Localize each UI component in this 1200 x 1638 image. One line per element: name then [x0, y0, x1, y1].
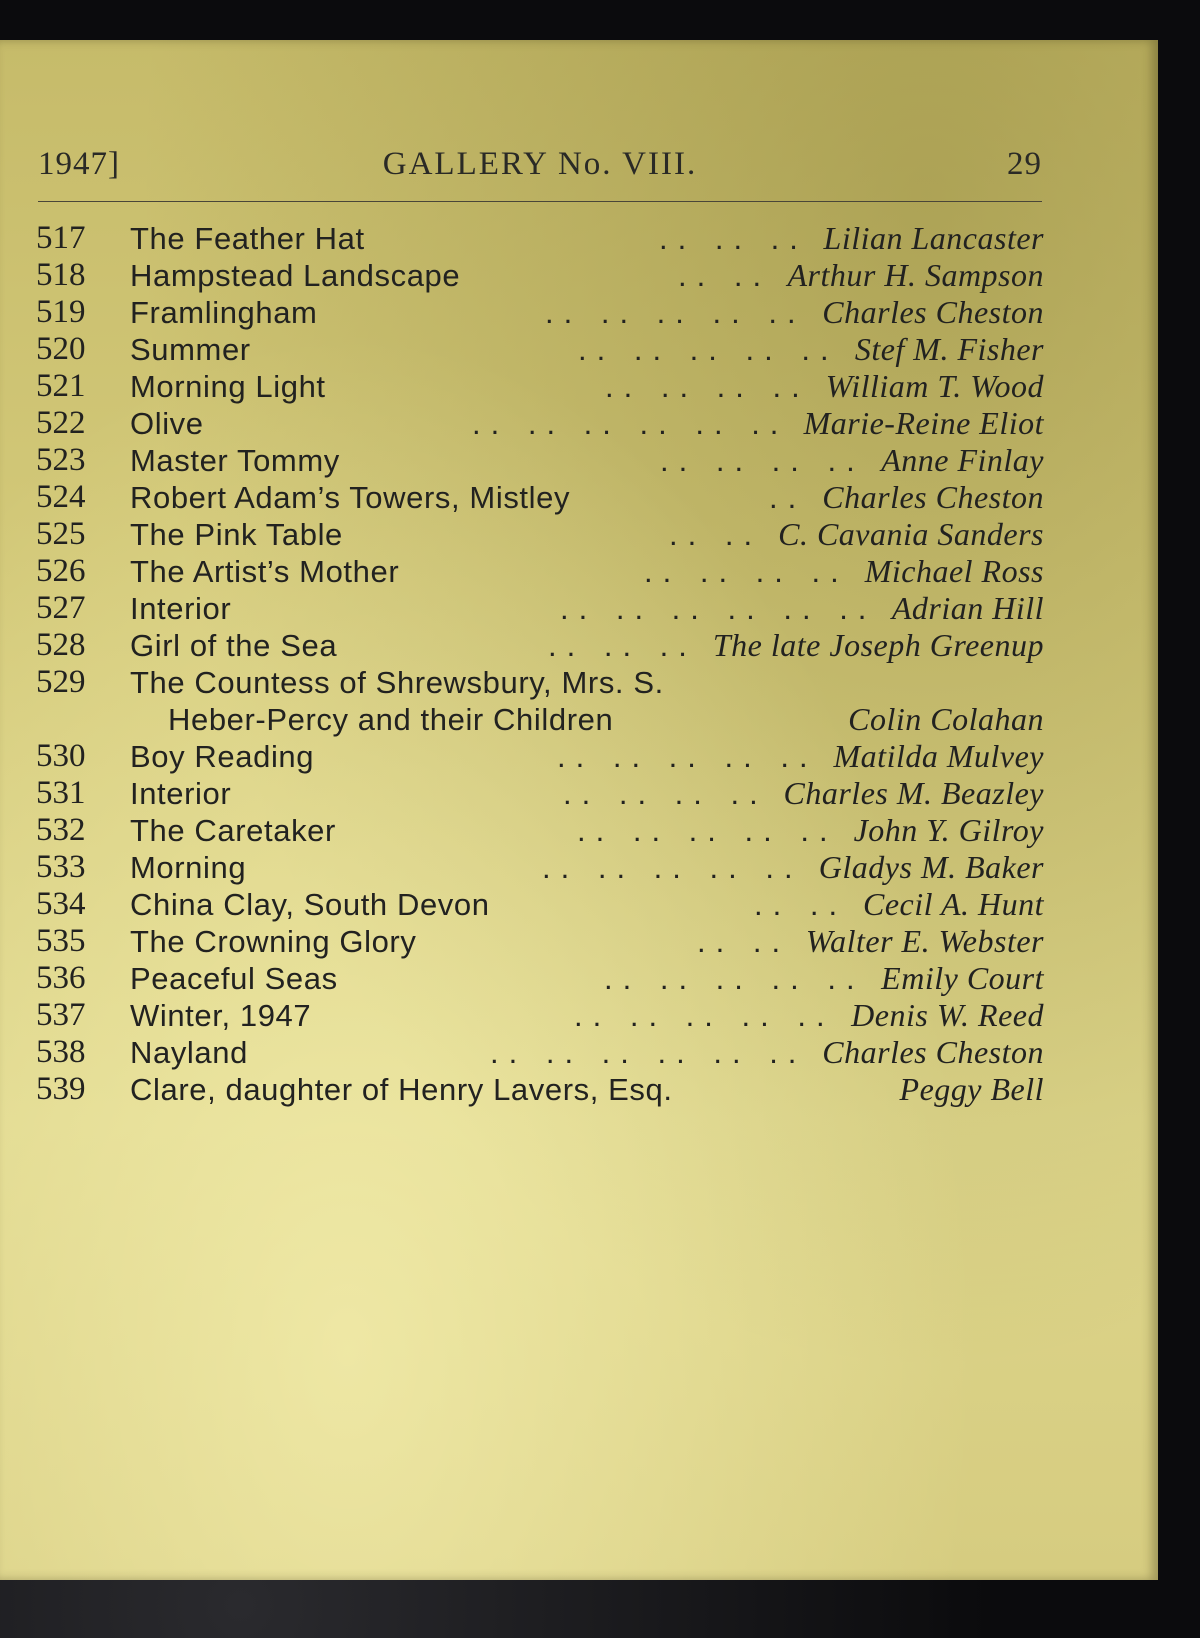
- entry-artist: John Y. Gilroy: [853, 812, 1044, 848]
- entry-number: 526: [36, 553, 86, 589]
- catalogue-entry: [36, 960, 1046, 997]
- entry-title: Nayland: [130, 1035, 248, 1070]
- catalogue-entry: [36, 812, 1046, 849]
- catalogue-entry: [36, 1034, 1046, 1071]
- entry-number: 528: [36, 627, 86, 663]
- entry-number: 533: [36, 849, 86, 885]
- entry-number: 537: [36, 997, 86, 1033]
- catalogue-entry: [36, 331, 1046, 368]
- dot-leader: .. .. .. .. ..: [574, 998, 835, 1033]
- entry-artist: Charles Cheston: [822, 294, 1044, 330]
- entry-artist: Lilian Lancaster: [823, 220, 1044, 256]
- entry-title: The Artist’s Mother: [130, 554, 400, 589]
- gallery-title: GALLERY No. VIII.: [382, 146, 698, 182]
- catalogue-entry: [36, 479, 1046, 516]
- entry-artist: Gladys M. Baker: [818, 849, 1044, 885]
- entry-artist: Charles Cheston: [822, 479, 1044, 515]
- entry-number: 517: [36, 220, 86, 256]
- entry-artist: Cecil A. Hunt: [863, 886, 1044, 922]
- dot-leader: .. .. .. .. ..: [604, 961, 865, 996]
- entry-title: Clare, daughter of Henry Lavers, Esq.: [130, 1072, 673, 1107]
- entry-number: 525: [36, 516, 86, 552]
- catalogue-entry: [36, 516, 1046, 553]
- dot-leader: .. .. .. .. ..: [577, 813, 838, 848]
- entry-artist: Anne Finlay: [881, 442, 1044, 478]
- entry-artist: Arthur H. Sampson: [787, 257, 1044, 293]
- entry-title: Boy Reading: [130, 739, 315, 774]
- entry-number: 530: [36, 738, 86, 774]
- entry-title: Robert Adam’s Towers, Mistley: [130, 480, 571, 515]
- entry-title: Winter, 1947: [130, 998, 312, 1033]
- entry-number: 523: [36, 442, 86, 478]
- entry-number: 522: [36, 405, 86, 441]
- dot-leader: ..: [769, 480, 807, 515]
- entry-title: The Feather Hat: [130, 221, 365, 256]
- entry-artist: Peggy Bell: [899, 1071, 1044, 1107]
- catalogue-entry: [36, 405, 1046, 442]
- catalogue-entry: [36, 590, 1046, 627]
- dot-leader: .. .. .. .. ..: [545, 295, 806, 330]
- entry-number: 531: [36, 775, 86, 811]
- entry-artist: Charles Cheston: [822, 1034, 1044, 1070]
- dot-leader: .. .. .. .. ..: [542, 850, 803, 885]
- running-header: [38, 146, 1042, 192]
- entry-number: 520: [36, 331, 86, 367]
- entry-number: 534: [36, 886, 86, 922]
- entry-number: 529: [36, 664, 86, 700]
- entry-artist: Matilda Mulvey: [833, 738, 1044, 774]
- dot-leader: .. ..: [678, 258, 772, 293]
- dot-leader: .. ..: [754, 887, 848, 922]
- catalogue-entry: [36, 220, 1046, 257]
- entry-title: Master Tommy: [130, 443, 340, 478]
- entry-artist: The late Joseph Greenup: [712, 627, 1044, 663]
- catalogue-entry: [36, 1071, 1046, 1108]
- entry-artist: Charles M. Beazley: [783, 775, 1044, 811]
- entry-number: 519: [36, 294, 86, 330]
- entry-artist: William T. Wood: [825, 368, 1044, 404]
- dot-leader: .. ..: [669, 517, 763, 552]
- entry-title: Hampstead Landscape: [130, 258, 461, 293]
- entry-title: The Pink Table: [130, 517, 343, 552]
- entry-artist: Stef M. Fisher: [854, 331, 1044, 367]
- dot-leader: .. .. .. ..: [644, 554, 849, 589]
- entry-number: 538: [36, 1034, 86, 1070]
- catalogue-entry: [36, 368, 1046, 405]
- catalogue-entry: [36, 886, 1046, 923]
- entry-title-continued: Heber-Percy and their Children: [168, 702, 614, 737]
- entry-title: Interior: [130, 776, 232, 811]
- catalogue-entry: [36, 664, 1046, 738]
- dot-leader: .. ..: [697, 924, 791, 959]
- entry-title: Framlingham: [130, 295, 318, 330]
- dot-leader: .. .. ..: [548, 628, 697, 663]
- entry-number: 532: [36, 812, 86, 848]
- catalogue-entry: [36, 923, 1046, 960]
- dot-leader: .. .. .. ..: [563, 776, 768, 811]
- entry-number: 527: [36, 590, 86, 626]
- catalogue-entry: [36, 627, 1046, 664]
- entry-artist: Walter E. Webster: [805, 923, 1044, 959]
- entry-artist: Michael Ross: [864, 553, 1044, 589]
- dot-leader: .. .. ..: [659, 221, 808, 256]
- entry-title: China Clay, South Devon: [130, 887, 490, 922]
- header-year: 1947]: [38, 146, 120, 182]
- catalogue-entry: [36, 849, 1046, 886]
- entry-artist: Adrian Hill: [891, 590, 1044, 626]
- header-rule: [38, 201, 1042, 202]
- dot-leader: .. .. .. ..: [605, 369, 810, 404]
- entry-artist: Emily Court: [881, 960, 1044, 996]
- entry-artist: Colin Colahan: [848, 701, 1044, 737]
- catalogue-entry: [36, 294, 1046, 331]
- catalogue-entry: [36, 257, 1046, 294]
- entry-title: Morning Light: [130, 369, 326, 404]
- catalogue-entry: [36, 997, 1046, 1034]
- entry-artist: Marie-Reine Eliot: [803, 405, 1044, 441]
- entry-number: 536: [36, 960, 86, 996]
- dot-leader: .. .. .. .. .. ..: [472, 406, 789, 441]
- entry-title: Girl of the Sea: [130, 628, 338, 663]
- catalogue-entry: [36, 553, 1046, 590]
- dot-leader: .. .. .. .. ..: [557, 739, 818, 774]
- entry-artist: Denis W. Reed: [851, 997, 1044, 1033]
- entry-title: The Countess of Shrewsbury, Mrs. S.: [130, 665, 664, 700]
- entry-title: Interior: [130, 591, 232, 626]
- entry-number: 518: [36, 257, 86, 293]
- entry-title: The Crowning Glory: [130, 924, 417, 959]
- entry-number: 535: [36, 923, 86, 959]
- catalogue-entry: [36, 442, 1046, 479]
- entry-number: 521: [36, 368, 86, 404]
- entry-number: 539: [36, 1071, 86, 1107]
- dot-leader: .. .. .. ..: [660, 443, 865, 478]
- page-number: 29: [1007, 146, 1042, 182]
- catalogue-entry: [36, 775, 1046, 812]
- entry-artist: C. Cavania Sanders: [778, 516, 1044, 552]
- entry-title: Peaceful Seas: [130, 961, 338, 996]
- dot-leader: .. .. .. .. .. ..: [560, 591, 877, 626]
- entry-number: 524: [36, 479, 86, 515]
- entry-title: Olive: [130, 406, 204, 441]
- catalogue-list: [36, 220, 1046, 1108]
- entry-title: Summer: [130, 332, 251, 367]
- entry-title: Morning: [130, 850, 247, 885]
- dot-leader: .. .. .. .. ..: [578, 332, 839, 367]
- catalogue-page: [0, 40, 1158, 1580]
- entry-title: The Caretaker: [130, 813, 336, 848]
- catalogue-entry: [36, 738, 1046, 775]
- dot-leader: .. .. .. .. .. ..: [490, 1035, 807, 1070]
